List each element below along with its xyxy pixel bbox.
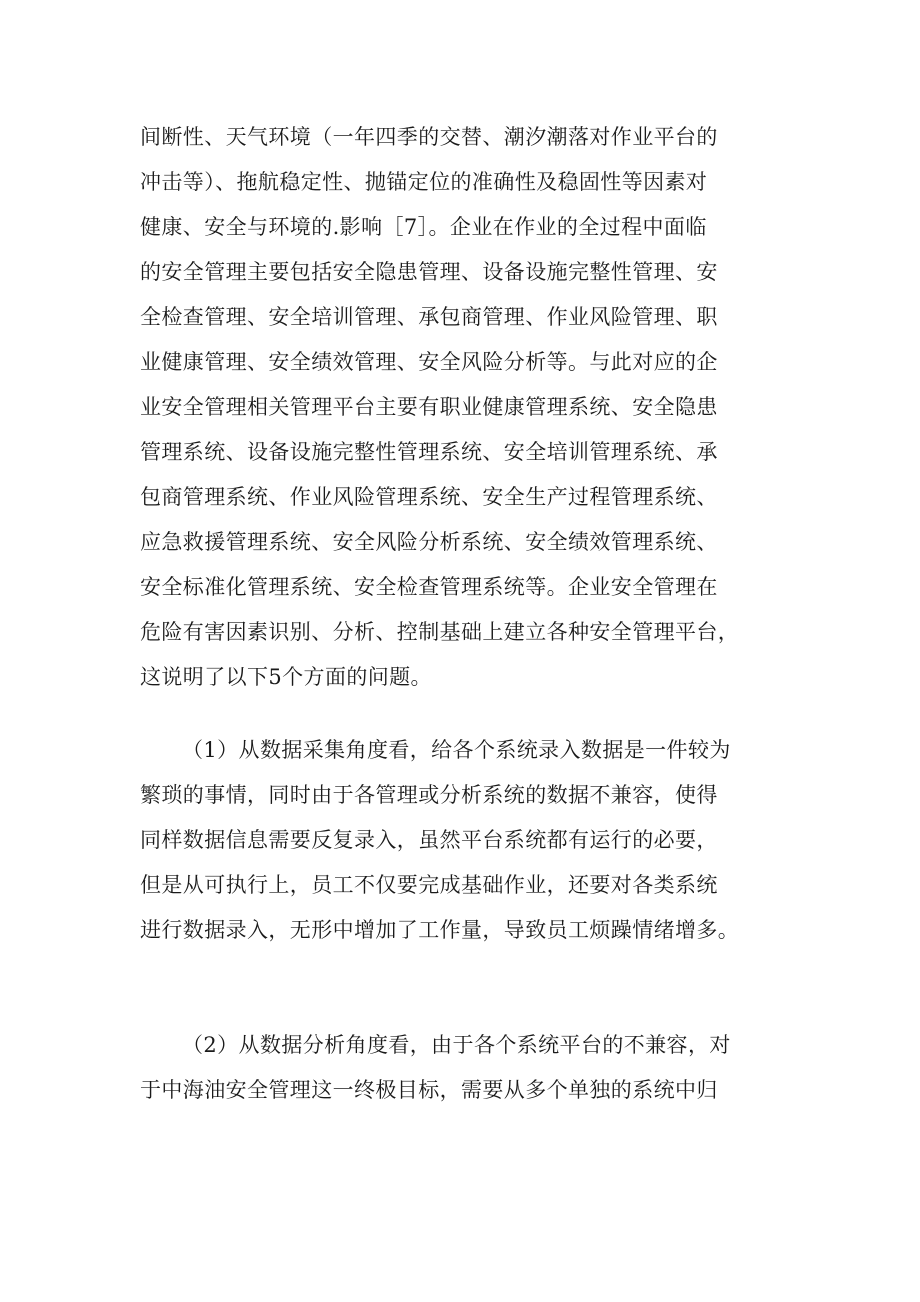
text-line: 健康、安全与环境的.影响［7］。企业在作业的全过程中面临 bbox=[140, 215, 707, 239]
text-line: （2）从数据分析角度看，由于各个系统平台的不兼容，对 bbox=[182, 1033, 731, 1057]
text-line: 全检查管理、安全培训管理、承包商管理、作业风险管理、职 bbox=[140, 305, 718, 329]
text-line: 但是从可执行上，员工不仅要完成基础作业，还要对各类系统 bbox=[140, 873, 718, 897]
text-line: 同样数据信息需要反复录入，虽然平台系统都有运行的必要， bbox=[140, 828, 718, 852]
text-line: 这说明了以下5个方面的问题。 bbox=[140, 665, 432, 689]
text-line: 于中海油安全管理这一终极目标，需要从多个单独的系统中归 bbox=[140, 1078, 718, 1102]
text-line: 进行数据录入，无形中增加了工作量，导致员工烦躁情绪增多。 bbox=[140, 918, 740, 942]
text-line: 管理系统、设备设施完整性管理系统、安全培训管理系统、承 bbox=[140, 440, 718, 464]
text-line: 安全标准化管理系统、安全检查管理系统等。企业安全管理在 bbox=[140, 575, 718, 599]
text-line: 业安全管理相关管理平台主要有职业健康管理系统、安全隐患 bbox=[140, 395, 718, 419]
text-line: （1）从数据采集角度看，给各个系统录入数据是一件较为 bbox=[182, 738, 731, 762]
text-line: 繁琐的事情，同时由于各管理或分析系统的数据不兼容，使得 bbox=[140, 783, 718, 807]
text-line: 业健康管理、安全绩效管理、安全风险分析等。与此对应的企 bbox=[140, 350, 718, 374]
text-line: 应急救援管理系统、安全风险分析系统、安全绩效管理系统、 bbox=[140, 530, 718, 554]
text-line: 冲击等）、拖航稳定性、抛锚定位的准确性及稳固性等因素对 bbox=[140, 170, 708, 194]
text-line: 危险有害因素识别、分析、控制基础上建立各种安全管理平台， bbox=[140, 620, 740, 644]
text-line: 间断性、天气环境（一年四季的交替、潮汐潮落对作业平台的 bbox=[140, 125, 718, 149]
text-line: 的安全管理主要包括安全隐患管理、设备设施完整性管理、安 bbox=[140, 260, 718, 284]
text-line: 包商管理系统、作业风险管理系统、安全生产过程管理系统、 bbox=[140, 485, 718, 509]
